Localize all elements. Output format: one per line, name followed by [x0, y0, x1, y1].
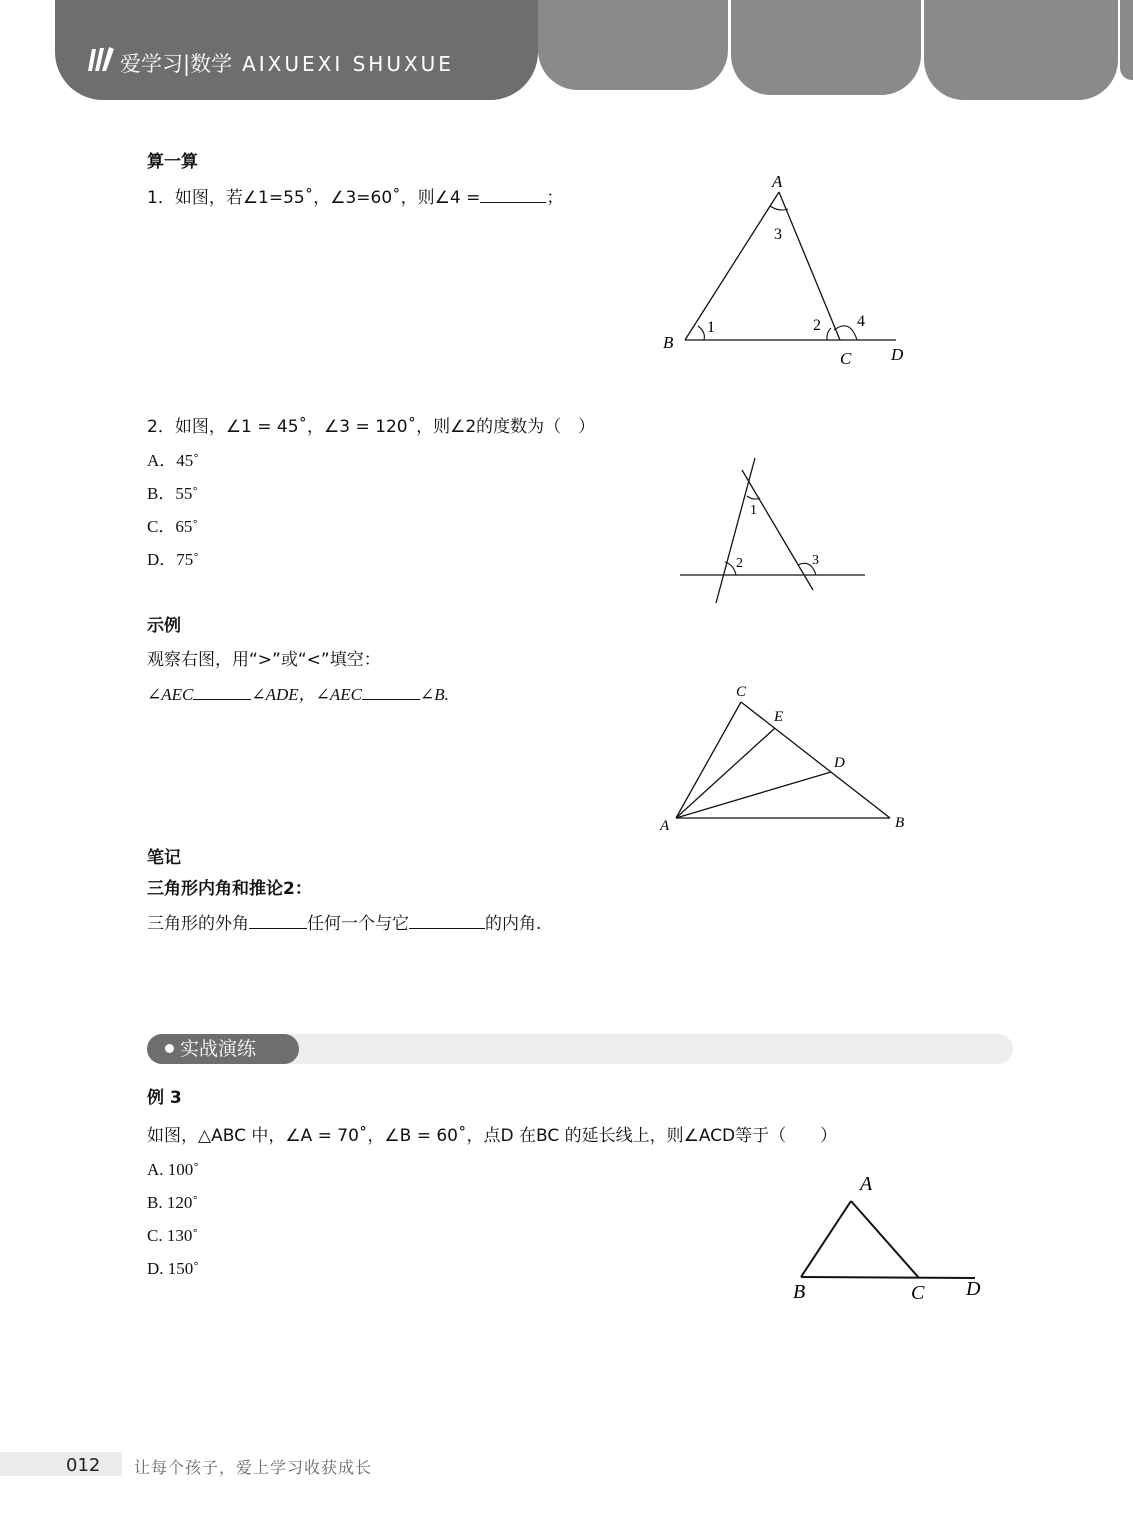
page-number: 012: [66, 1455, 101, 1476]
label-C: C: [736, 684, 747, 700]
answer-blank: [409, 912, 485, 929]
brand-subject: 数学: [190, 52, 233, 76]
label-angle-1: 1: [707, 319, 715, 336]
example-3-title: 例 3: [147, 1088, 182, 1108]
label-A: A: [860, 1173, 873, 1195]
brand-divider: |: [183, 52, 191, 76]
header-tab: [1120, 0, 1133, 80]
example-part-1: ∠AEC: [147, 685, 194, 704]
section-title-notes: 笔记: [147, 848, 181, 868]
section-title-example: 示例: [147, 616, 181, 636]
label-B: B: [793, 1281, 806, 1303]
answer-blank: [362, 683, 420, 700]
example-blanks: [147, 683, 449, 705]
label-B: B: [663, 333, 674, 352]
practice-banner-label: 实战演练: [180, 1038, 257, 1060]
notes-part-c: 的内角.: [485, 914, 542, 934]
option-d[interactable]: D. 150˚: [147, 1259, 199, 1278]
option-b[interactable]: B. 120˚: [147, 1193, 198, 1212]
label-A: A: [660, 818, 670, 834]
figure-2-lines: [670, 450, 880, 610]
notes-part-b: 任何一个与它: [307, 914, 409, 934]
label-angle-2: 2: [736, 556, 743, 571]
label-C: C: [911, 1282, 925, 1304]
example-3-stem: 如图，△ABC 中，∠A = 70˚，∠B = 60˚，点D 在BC 的延长线上，则∠ACD等于（ ）: [147, 1126, 838, 1146]
header-tab: [731, 0, 921, 95]
label-C: C: [840, 349, 852, 368]
label-B: B: [895, 815, 905, 831]
notes-subtitle: 三角形内角和推论2：: [147, 879, 312, 899]
figure-4-triangle: [780, 1165, 1000, 1305]
example-instruction: 观察右图，用“>”或“<”填空：: [147, 650, 381, 670]
answer-blank: [480, 186, 546, 203]
notes-part-a: 三角形的外角: [147, 914, 249, 934]
label-angle-3: 3: [774, 226, 782, 243]
label-D: D: [891, 345, 904, 364]
header-tab: [924, 0, 1118, 100]
header-tab: [538, 0, 728, 90]
figure-3-triangle: [650, 680, 920, 840]
brand: [120, 48, 454, 78]
notes-statement: [147, 912, 541, 934]
question-1: [147, 186, 563, 208]
question-2: 2．如图，∠1 = 45˚，∠3 = 120˚，则∠2的度数为（ ）: [147, 417, 596, 437]
option-a[interactable]: A．45˚: [147, 451, 199, 470]
label-A: A: [772, 172, 783, 191]
example-part-2: ∠ADE，∠AEC: [251, 685, 363, 704]
bullet-icon: [165, 1044, 174, 1053]
label-angle-4: 4: [857, 313, 865, 330]
label-D: D: [966, 1278, 981, 1300]
question-1-suffix: ；: [546, 188, 564, 208]
label-angle-3: 3: [812, 553, 819, 568]
brand-name: 爱学习: [120, 52, 183, 76]
section-title-calc: 算一算: [147, 152, 198, 172]
option-d[interactable]: D．75˚: [147, 550, 199, 569]
brand-latin: AIXUEXI SHUXUE: [242, 52, 454, 76]
figure-1-triangle: [650, 168, 920, 378]
label-angle-2: 2: [813, 317, 821, 334]
footer-slogan: 让每个孩子，爱上学习收获成长: [134, 1458, 373, 1477]
question-1-text: 1．如图，若∠1=55˚，∠3=60˚，则∠4 =: [147, 188, 481, 208]
option-b[interactable]: B．55˚: [147, 484, 198, 503]
option-a[interactable]: A. 100˚: [147, 1160, 199, 1179]
label-E: E: [774, 709, 784, 725]
practice-banner: [147, 1034, 299, 1064]
answer-blank: [249, 912, 307, 929]
book-logo-icon: [86, 45, 118, 73]
label-D: D: [834, 755, 845, 771]
answer-blank: [193, 683, 251, 700]
option-c[interactable]: C. 130˚: [147, 1226, 198, 1245]
footer-page-box: [0, 1452, 122, 1476]
label-angle-1: 1: [750, 503, 757, 518]
example-part-3: ∠B.: [420, 685, 449, 704]
option-c[interactable]: C．65˚: [147, 517, 198, 536]
